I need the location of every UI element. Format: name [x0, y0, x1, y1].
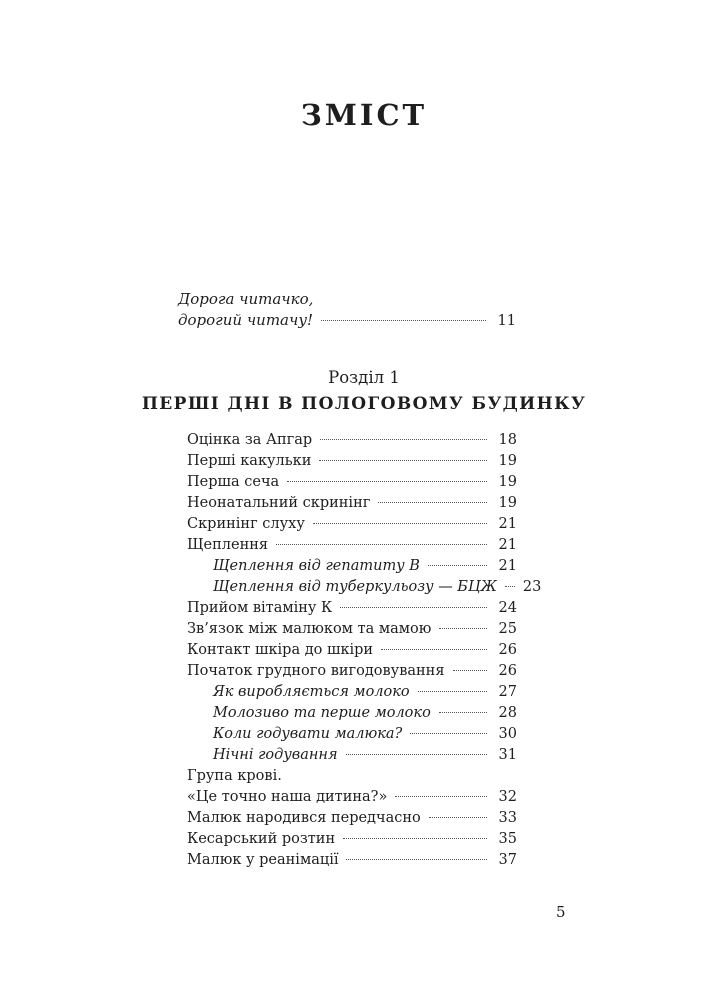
dot-leader [319, 460, 487, 461]
toc-entry [187, 598, 517, 619]
toc-entry [187, 514, 517, 535]
entry-page: 19 [498, 495, 517, 511]
entry-title: Зв’язок між малюком та мамою [187, 621, 432, 637]
entry-title: Перша сеча [187, 474, 280, 490]
dot-leader [418, 691, 487, 692]
intro-title-line2: дорогий читачу! [178, 311, 314, 329]
toc-subentry [187, 577, 542, 598]
entry-title: Кесарський розтин [187, 831, 336, 847]
dot-leader [453, 670, 488, 671]
intro-title-line1: Дорога читачко, [178, 290, 314, 308]
intro-page: 11 [497, 313, 516, 329]
section-label: Розділ 1 [328, 368, 400, 387]
entry-page: 19 [498, 474, 517, 490]
entry-page: 28 [498, 705, 517, 721]
toc-subentry [187, 556, 517, 577]
dot-leader [287, 481, 487, 482]
dot-leader [340, 607, 487, 608]
toc-row [178, 310, 516, 331]
entry-title: Прийом вітаміну К [187, 600, 333, 616]
toc-entry [187, 619, 517, 640]
entry-title: Неонатальний скринінг [187, 495, 371, 511]
entry-title: Малюк у реанімації [187, 852, 339, 868]
toc-entry [187, 787, 517, 808]
toc-entry [187, 493, 517, 514]
dot-leader [346, 859, 487, 860]
entry-page: 21 [498, 537, 517, 553]
entry-title: «Це точно наша дитина?» [187, 789, 388, 805]
subentry-title: Щеплення від гепатиту В [213, 558, 420, 574]
subentry-title: Нічні годування [213, 747, 338, 763]
entry-title: Початок грудного вигодовування [187, 663, 445, 679]
table-of-contents [187, 430, 542, 871]
intro-entry [178, 288, 516, 331]
entry-page: 21 [498, 516, 517, 532]
toc-entry [187, 640, 517, 661]
subentry-title: Щеплення від туберкульозу — БЦЖ [213, 579, 497, 595]
dot-leader [276, 544, 487, 545]
entry-title-line1: Група крові. [187, 768, 282, 784]
entry-page: 35 [498, 831, 517, 847]
page-number: 5 [556, 903, 566, 921]
dot-leader [395, 796, 487, 797]
dot-leader [343, 838, 487, 839]
dot-leader [505, 586, 515, 587]
entry-page: 27 [498, 684, 517, 700]
dot-leader [428, 565, 487, 566]
entry-page: 26 [498, 663, 517, 679]
entry-page: 26 [498, 642, 517, 658]
entry-title: Контакт шкіра до шкіри [187, 642, 374, 658]
dot-leader [320, 439, 487, 440]
dot-leader [439, 712, 487, 713]
dot-leader [313, 523, 487, 524]
subentry-title: Як виробляється молоко [213, 684, 410, 700]
toc-entry [187, 451, 517, 472]
toc-subentry [187, 724, 517, 745]
toc-entry [187, 430, 517, 451]
toc-entry [187, 808, 517, 829]
entry-page: 33 [498, 810, 517, 826]
section-title: ПЕРШІ ДНІ В ПОЛОГОВОМУ БУДИНКУ [141, 394, 587, 414]
dot-leader [321, 320, 486, 321]
entry-page: 24 [498, 600, 517, 616]
page-title: ЗМІСТ [300, 98, 428, 132]
entry-page: 23 [522, 579, 542, 595]
entry-title: Малюк народився передчасно [187, 810, 421, 826]
toc-entry [187, 850, 517, 871]
subentry-title: Молозиво та перше молоко [213, 705, 431, 721]
dot-leader [346, 754, 487, 755]
entry-title: Перші какульки [187, 453, 312, 469]
entry-title: Оцінка за Апгар [187, 432, 313, 448]
dot-leader [410, 733, 487, 734]
dot-leader [378, 502, 487, 503]
entry-title: Скринінг слуху [187, 516, 305, 532]
toc-subentry [187, 682, 517, 703]
entry-title: Щеплення [187, 537, 269, 553]
subentry-title: Коли годувати малюка? [213, 726, 403, 742]
entry-page: 21 [498, 558, 517, 574]
toc-subentry [187, 703, 517, 724]
entry-page: 37 [498, 852, 517, 868]
entry-page: 32 [498, 789, 517, 805]
toc-entry [187, 472, 517, 493]
toc-subentry [187, 745, 517, 766]
dot-leader [429, 817, 487, 818]
entry-page: 18 [498, 432, 517, 448]
entry-page: 31 [498, 747, 517, 763]
entry-page: 25 [498, 621, 517, 637]
toc-entry [187, 829, 517, 850]
entry-page: 19 [498, 453, 517, 469]
dot-leader [381, 649, 487, 650]
dot-leader [439, 628, 487, 629]
toc-entry [187, 535, 517, 556]
entry-page: 30 [498, 726, 517, 742]
toc-entry [187, 661, 517, 682]
